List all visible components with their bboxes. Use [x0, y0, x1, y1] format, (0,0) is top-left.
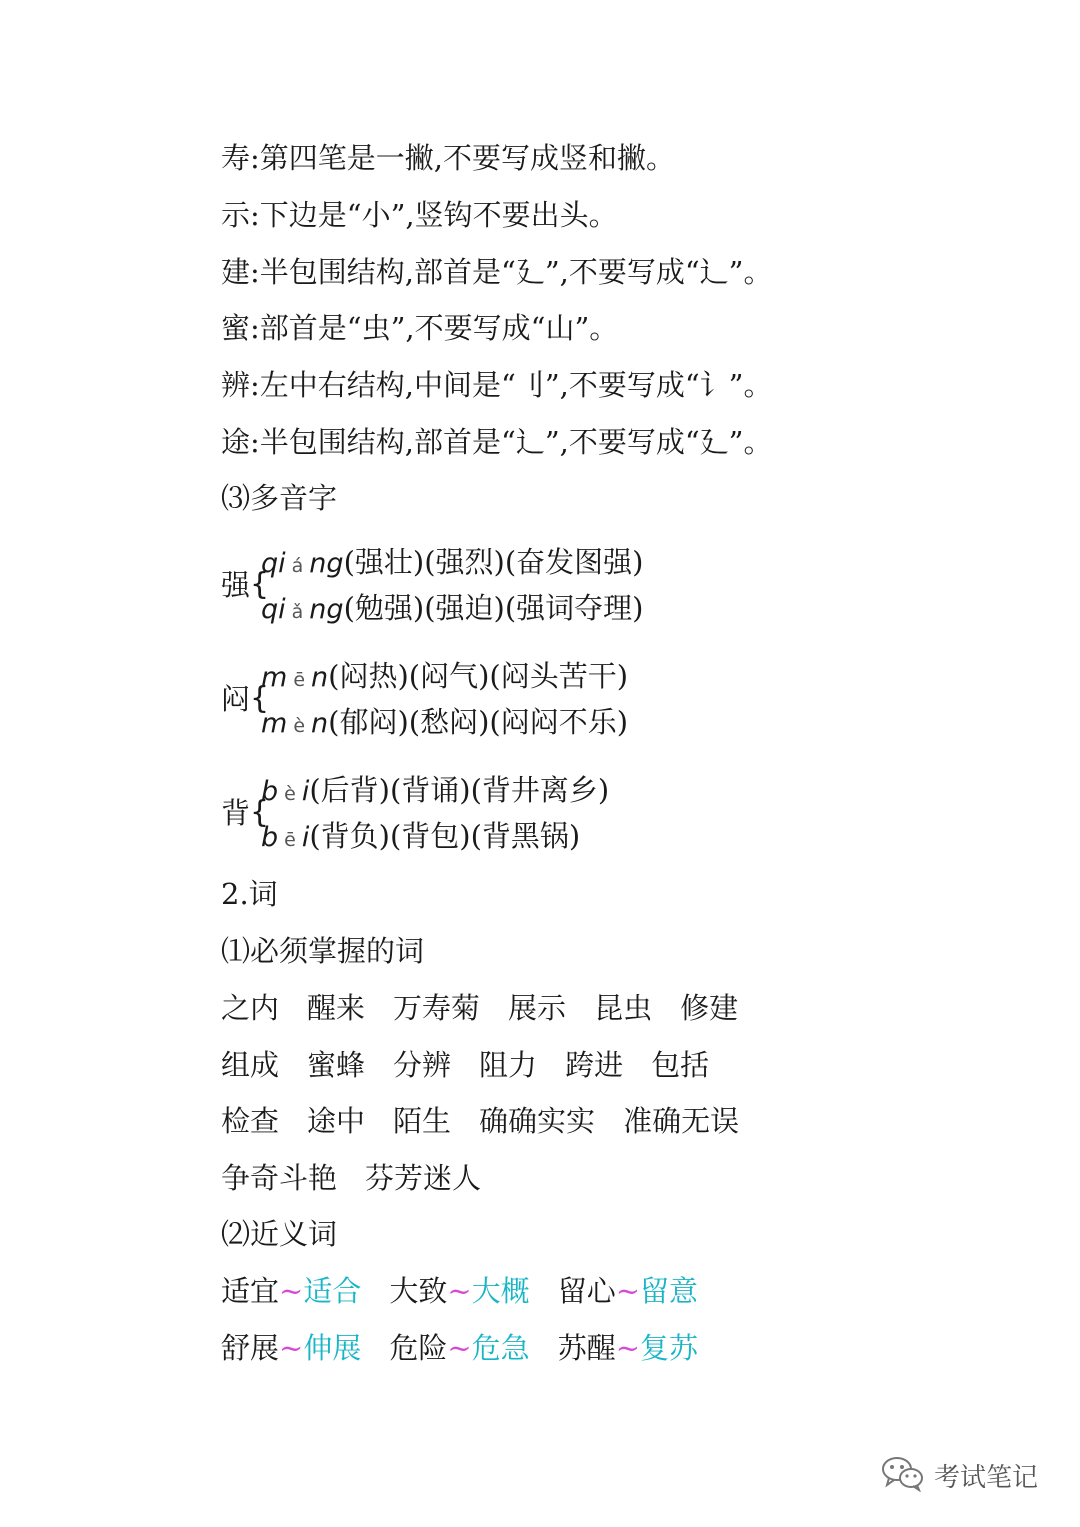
- synonym-row: [221, 1271, 726, 1311]
- word-row: [221, 1101, 767, 1141]
- watermark-text: 考试笔记: [934, 1462, 1039, 1493]
- word: 陌生: [393, 1104, 452, 1138]
- word: 包括: [651, 1048, 710, 1082]
- words-heading: ⑴必须掌握的词: [221, 934, 425, 968]
- word-row: [221, 1158, 509, 1198]
- stroke-note: 示:下边是“小”,竖钩不要出头。: [221, 198, 618, 232]
- stroke-note: 辨:左中右结构,中间是“刂”,不要写成“讠”。: [221, 368, 773, 402]
- word-row: [221, 988, 766, 1028]
- word: 检查: [221, 1104, 280, 1138]
- polyphone-char: 闷: [221, 682, 251, 716]
- watermark: [880, 1455, 1038, 1495]
- synonym-row: [221, 1328, 726, 1368]
- word: 蜜蜂: [307, 1048, 366, 1082]
- polyphone-reading: m è n(郁闷)(愁闷)(闷闷不乐): [261, 705, 629, 739]
- synonym-pair: 苏醒~复苏: [557, 1331, 699, 1365]
- brace-symbol: {: [250, 567, 270, 602]
- word: 争奇斗艳: [221, 1161, 338, 1195]
- stroke-note: 途:半包围结构,部首是“辶”,不要写成“廴”。: [221, 425, 773, 459]
- synonyms-heading: ⑵近义词: [221, 1217, 338, 1251]
- word: 准确无误: [623, 1104, 740, 1138]
- polyphone-reading: b ē i(背负)(背包)(背黑锅): [261, 819, 581, 853]
- word: 确确实实: [479, 1104, 596, 1138]
- word: 途中: [307, 1104, 366, 1138]
- polyphone-reading: qi á ng(强壮)(强烈)(奋发图强): [261, 545, 644, 579]
- word: 阻力: [479, 1048, 538, 1082]
- synonym-pair: 适宜~适合: [221, 1274, 362, 1308]
- polyphone-char: 背: [221, 796, 251, 830]
- word-row: [221, 1045, 737, 1085]
- synonym-pair: 留心~留意: [557, 1274, 699, 1308]
- stroke-note: 寿:第四笔是一撇,不要写成竖和撇。: [221, 141, 675, 175]
- synonym-pair: 大致~大概: [389, 1274, 530, 1308]
- polyphone-reading: b è i(后背)(背诵)(背井离乡): [261, 773, 610, 807]
- brace-symbol: {: [250, 795, 270, 830]
- section-heading: 2.词: [221, 877, 278, 911]
- wechat-icon: [880, 1454, 926, 1496]
- word: 昆虫: [594, 991, 653, 1025]
- synonym-pair: 危险~危急: [389, 1331, 530, 1365]
- polyphone-heading: ⑶多音字: [221, 481, 338, 515]
- word: 跨进: [565, 1048, 624, 1082]
- brace-symbol: {: [250, 681, 270, 716]
- polyphone-reading: m ē n(闷热)(闷气)(闷头苦干): [261, 659, 629, 693]
- word: 醒来: [307, 991, 366, 1025]
- word: 组成: [221, 1048, 280, 1082]
- word: 之内: [221, 991, 280, 1025]
- polyphone-char: 强: [221, 568, 251, 602]
- synonym-pair: 舒展~伸展: [221, 1331, 362, 1365]
- word: 修建: [680, 991, 739, 1025]
- word: 分辨: [393, 1048, 452, 1082]
- word: 芬芳迷人: [365, 1161, 482, 1195]
- stroke-note: 建:半包围结构,部首是“廴”,不要写成“辶”。: [221, 255, 773, 289]
- word: 万寿菊: [393, 991, 481, 1025]
- stroke-note: 蜜:部首是“虫”,不要写成“山”。: [221, 311, 619, 345]
- word: 展示: [508, 991, 567, 1025]
- polyphone-reading: qi ǎ ng(勉强)(强迫)(强词夺理): [261, 591, 644, 625]
